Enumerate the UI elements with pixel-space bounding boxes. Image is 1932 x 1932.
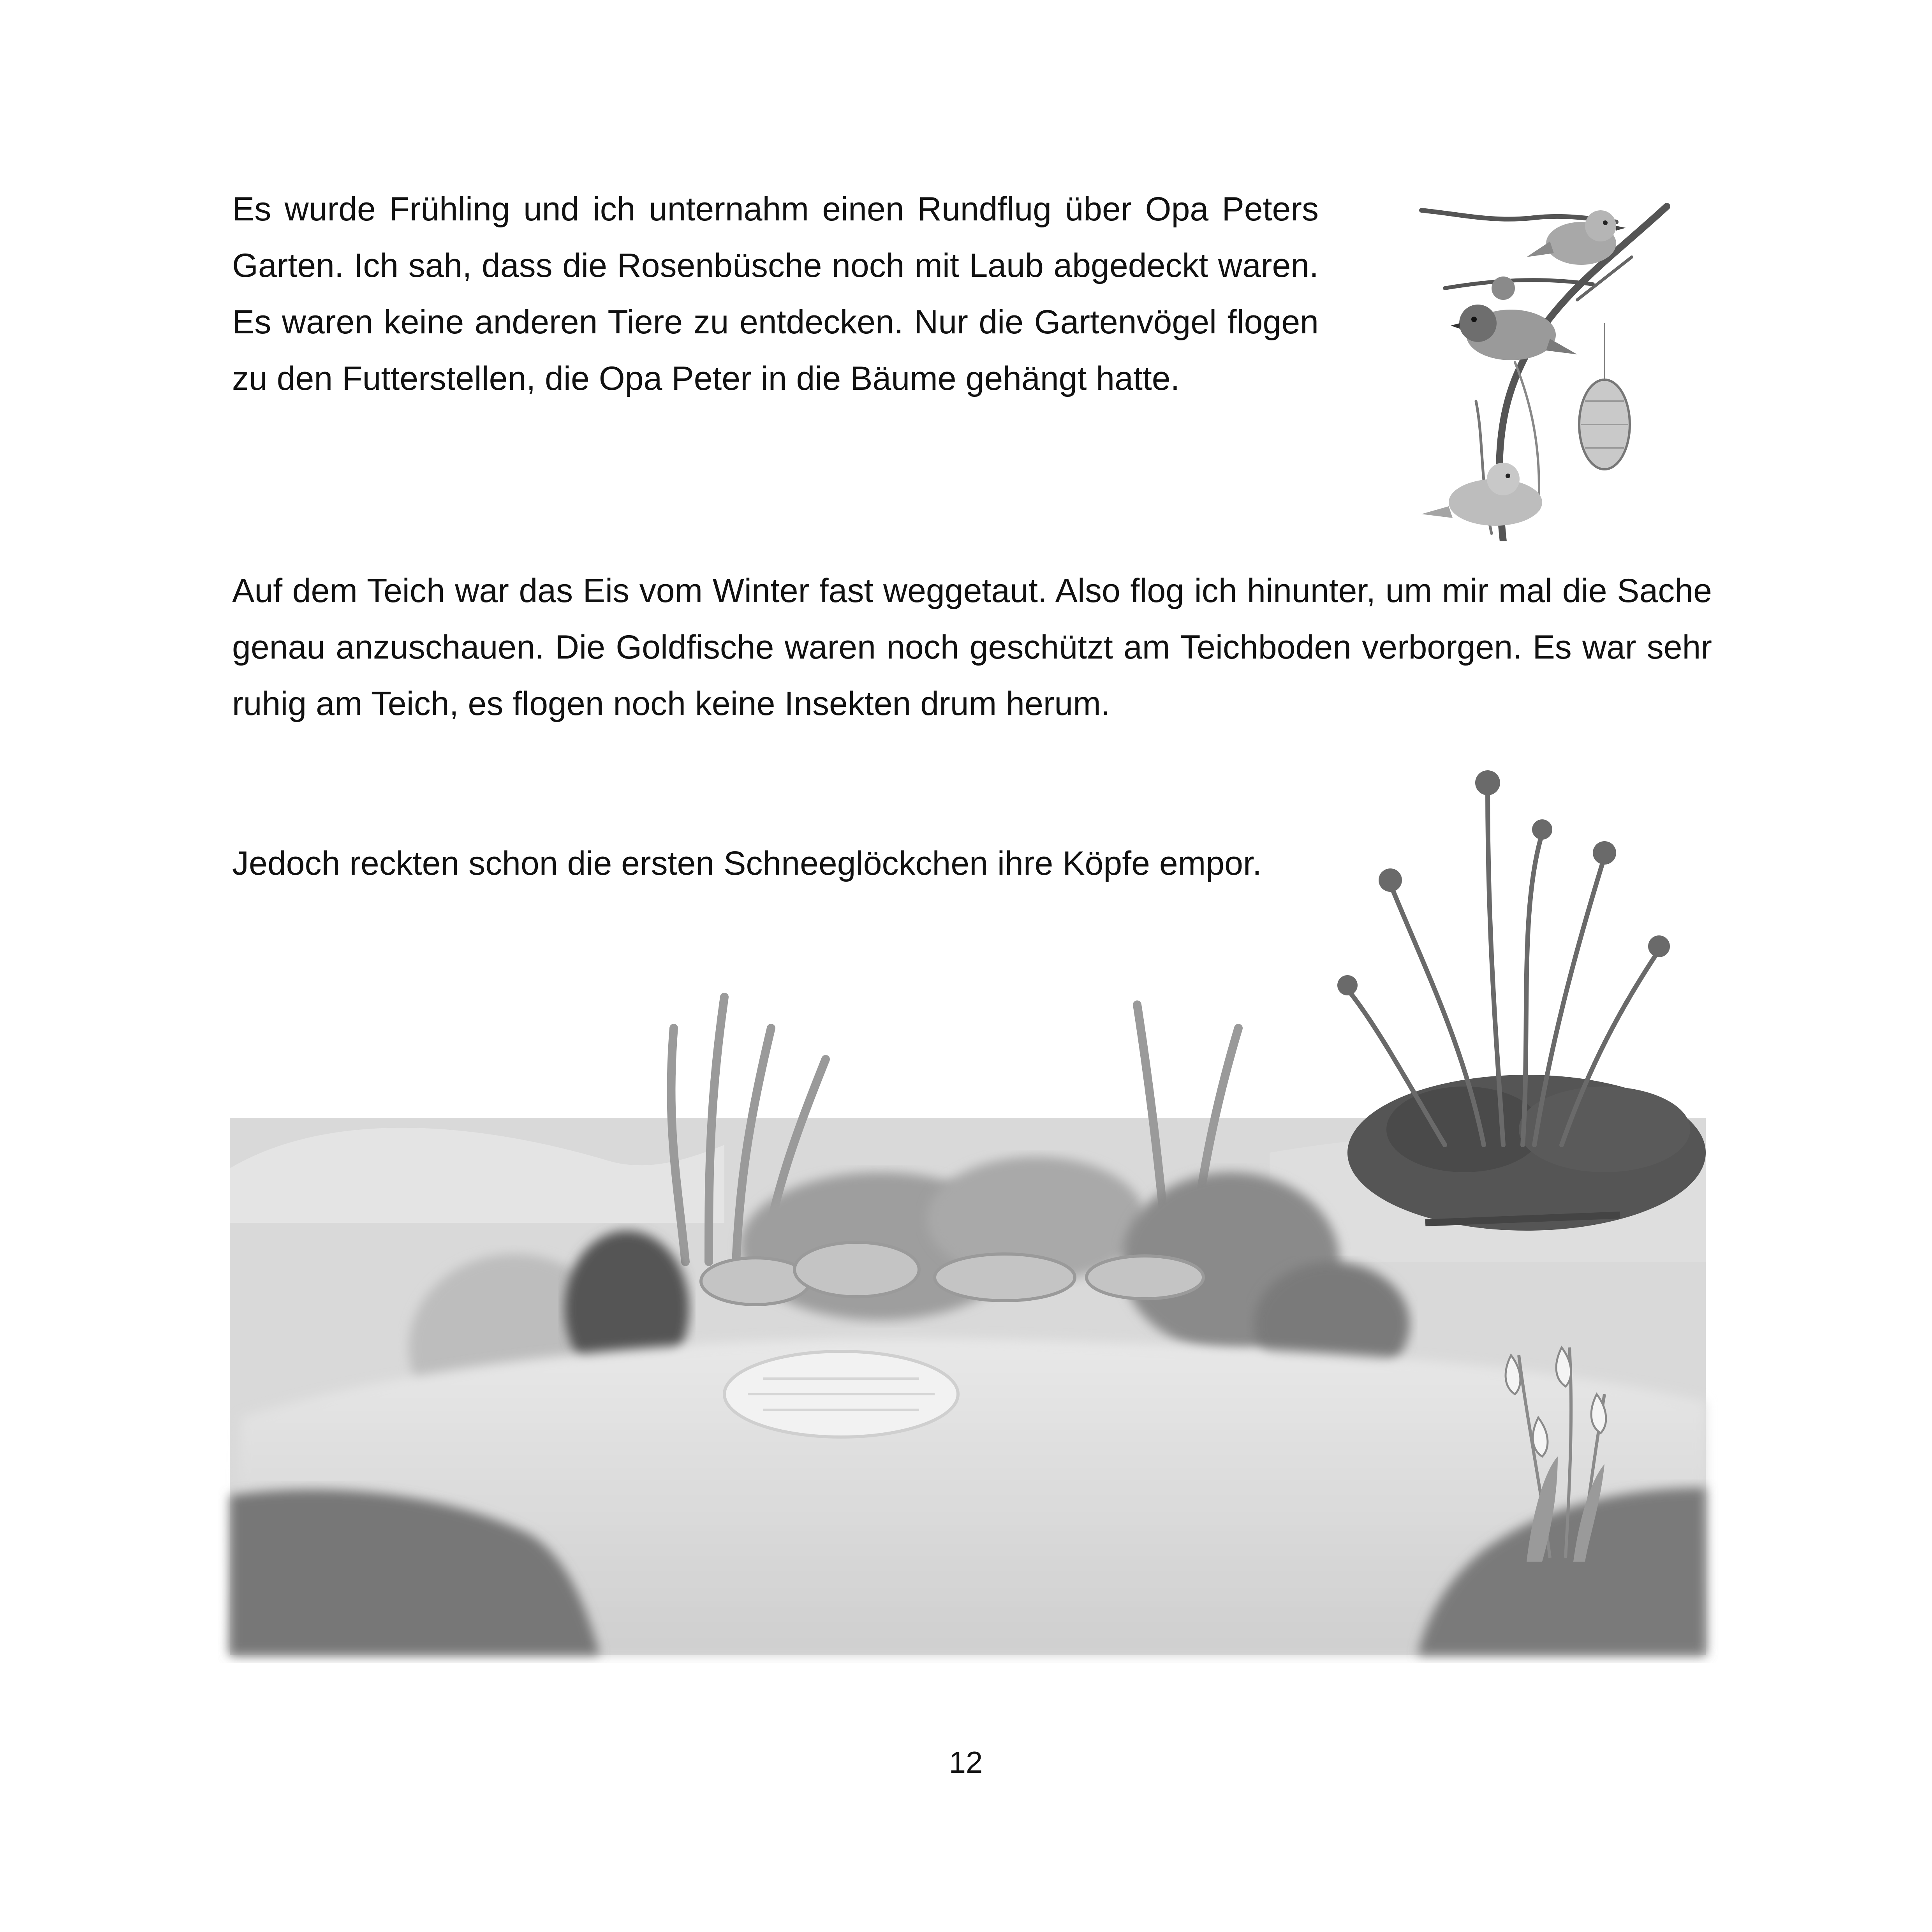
rosebush-icon [1337, 770, 1706, 1231]
paragraph-spring-flight: Es wurde Frühling und ich unternahm einen Rundflug über Opa Peters Garten. Ich sah, dass die Rosenbüsche noch mit Laub abgedeckt waren. Es waren keine anderen Tiere zu entdecken. Nur die Gartenvögel flogen zu den Futterstellen, die Opa Peter in die Bäume gehängt hatte. [232, 190, 1319, 397]
bird-feeder-icon [1579, 323, 1630, 469]
garden-pond-illustration [218, 756, 1725, 1663]
pond-water-icon [230, 1338, 1706, 1655]
berry-icon [1492, 277, 1515, 300]
paragraph-snowdrops: Jedoch reckten schon die ersten Schneeglöckchen ihre Köpfe empor. [232, 845, 1262, 882]
ice-floe-icon [724, 1351, 958, 1437]
paragraph-pond: Auf dem Teich war das Eis vom Winter fast weggetaut. Also flog ich hinunter, um mir mal die Sache genau anzuschauen. Die Goldfische waren noch geschützt am Teichboden verborgen. Es war sehr ruhig am Teich, es flogen noch keine Insekten drum herum. [232, 572, 1712, 722]
page-number: 12 [949, 1745, 983, 1779]
birds-on-branch-illustration [1414, 199, 1686, 541]
